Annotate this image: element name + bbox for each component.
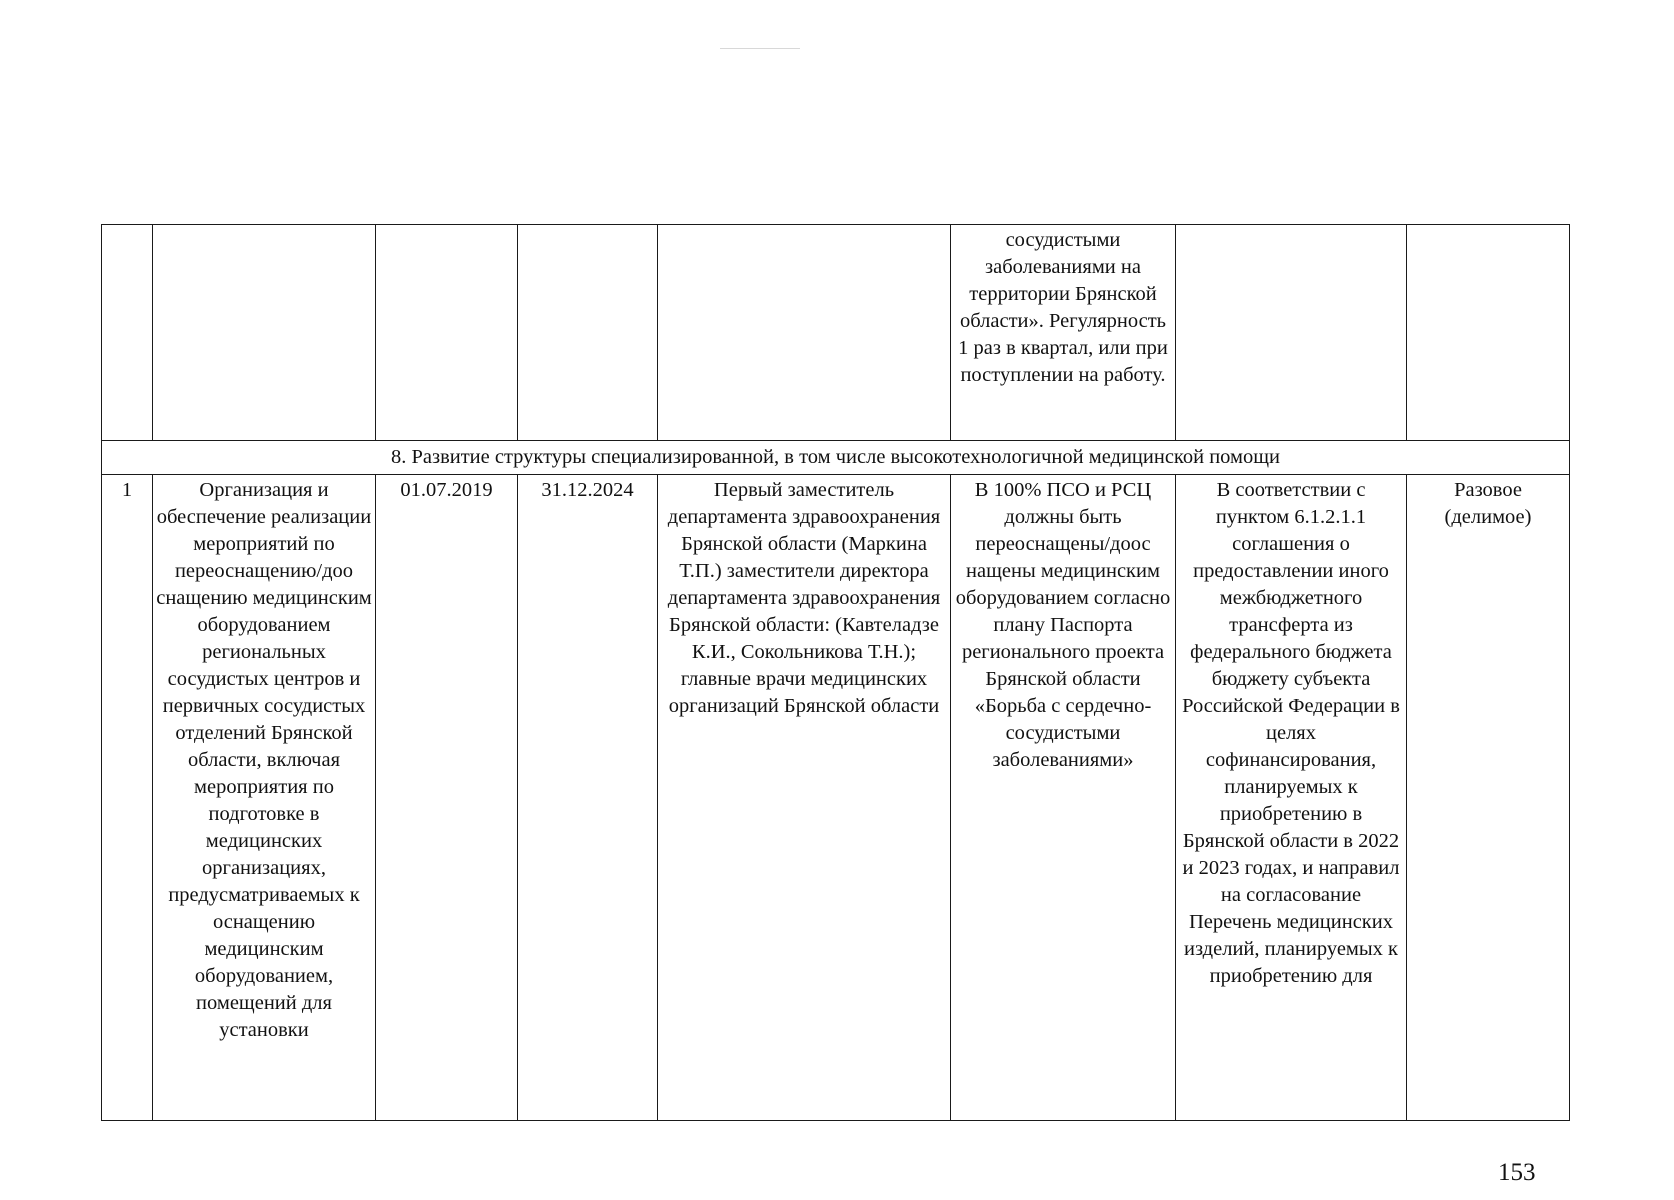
cell-result: В 100% ПСО и РСЦ должны быть переоснащены/доос нащены медицинским оборудованием согласно плану Паспорта регионального проекта Брянской области «Борьба с сердечно-сосудистыми заболеваниями» bbox=[951, 475, 1176, 1121]
cell-name: Организация и обеспечение реализации мероприятий по переоснащению/доо снащению медицинским оборудованием региональных сосудистых центров и первичных сосудистых отделений Брянской области, включая мероприятия по подготовке в медицинских организациях, предусматриваемых к оснащению медицинским оборудованием, помещений для установки bbox=[153, 475, 376, 1121]
page-number: 153 bbox=[1498, 1159, 1536, 1186]
cell-num: 1 bbox=[102, 475, 153, 1121]
cell-end-date: 31.12.2024 bbox=[518, 475, 658, 1121]
section-title: 8. Развитие структуры специализированной, в том числе высокотехнологичной медицинской помощи bbox=[102, 441, 1570, 475]
cell-num bbox=[102, 225, 153, 441]
cell-status bbox=[1176, 225, 1407, 441]
cell-start-date: 01.07.2019 bbox=[376, 475, 518, 1121]
plan-table bbox=[101, 224, 1570, 1121]
cell-type bbox=[1407, 225, 1570, 441]
cell-responsible: Первый заместитель департамента здравоохранения Брянской области (Маркина Т.П.) заместители директора департамента здравоохранения Брянской области: (Кавтеладзе К.И., Сокольникова Т.Н.); главные врачи медицинских организаций Брянской области bbox=[658, 475, 951, 1121]
scan-artifact bbox=[720, 48, 800, 49]
cell-start-date bbox=[376, 225, 518, 441]
cell-result: сосудистыми заболеваниями на территории Брянской области». Регулярность 1 раз в квартал, или при поступлении на работу. bbox=[951, 225, 1176, 441]
cell-end-date bbox=[518, 225, 658, 441]
table-row-item bbox=[102, 475, 1570, 1121]
cell-name bbox=[153, 225, 376, 441]
table-row-continuation bbox=[102, 225, 1570, 441]
table-row-section-header bbox=[102, 441, 1570, 475]
cell-responsible bbox=[658, 225, 951, 441]
cell-type: Разовое (делимое) bbox=[1407, 475, 1570, 1121]
cell-status: В соответствии с пунктом 6.1.2.1.1 соглашения о предоставлении иного межбюджетного трансферта из федерального бюджета бюджету субъекта Российской Федерации в целях софинансирования, планируемых к приобретению в Брянской области в 2022 и 2023 годах, и направил на согласование Перечень медицинских изделий, планируемых к приобретению для bbox=[1176, 475, 1407, 1121]
